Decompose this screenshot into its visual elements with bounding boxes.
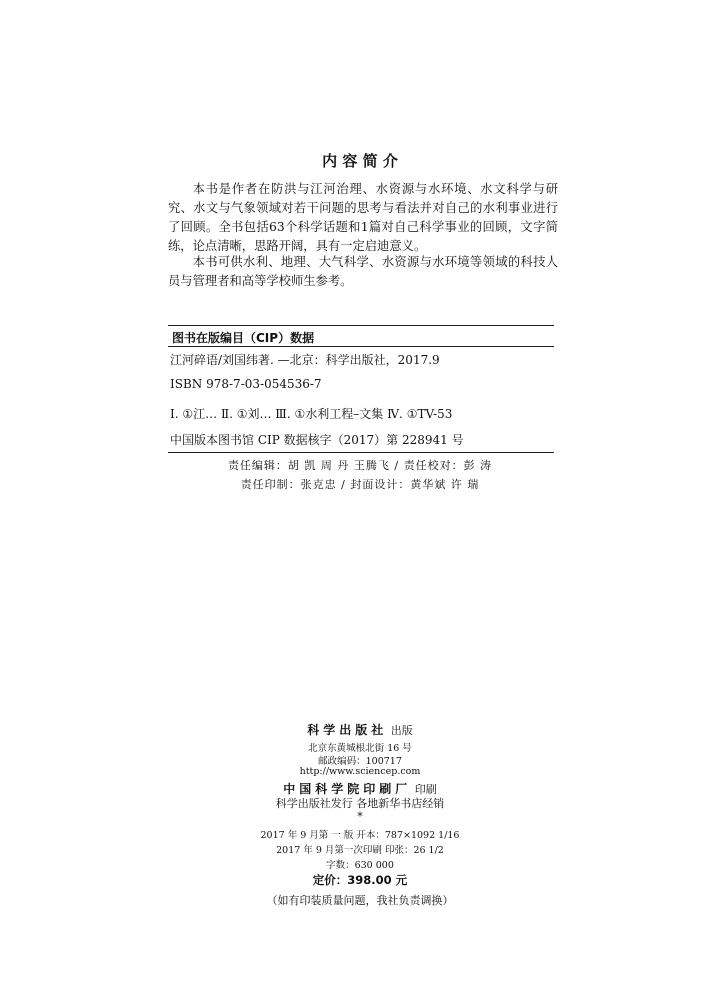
cip-line-catalog-number: 中国版本图书馆 CIP 数据核字（2017）第 228941 号 — [170, 433, 464, 447]
intro-title: 内 容 简 介 — [322, 152, 398, 170]
printer-suffix: 印刷 — [411, 783, 437, 796]
intro-paragraph-1 — [168, 180, 558, 256]
credits-line-1: 责任编辑：胡 凯 周 丹 王腾飞 / 责任校对：彭 涛 — [227, 459, 493, 472]
publisher-address: 北京东黄城根北街 16 号 — [308, 743, 412, 754]
publisher-url: http://www.sciencep.com — [299, 766, 421, 777]
publisher-name: 科学出版社 — [307, 723, 388, 737]
cip-title: 图书在版编目（CIP）数据 — [172, 331, 315, 345]
intro-paragraph-1-text: 本书是作者在防洪与江河治理、水资源与水环境、水文科学与研究、水文与气象领域对若干问题的思考与看法并对自己的水利事业进行了回顾。全书包括63个科学话题和1篇对自己科学事业的回顾，文字简练，论点清晰，思路开阔，具有一定启迪意义。 — [168, 182, 558, 253]
intro-paragraph-2-text: 本书可供水利、地理、大气科学、水资源与水环境等领域的科技人员与管理者和高等学校师生参考。 — [168, 255, 558, 288]
cip-line-classification: Ⅰ. ①江… Ⅱ. ①刘… Ⅲ. ①水利工程–文集 Ⅳ. ①TV-53 — [170, 407, 453, 421]
printer-name: 中国科学院印刷厂 — [283, 782, 412, 796]
cip-top-rule — [168, 325, 554, 326]
cip-bottom-rule — [168, 452, 554, 453]
wordcount-line: 字数：630 000 — [326, 860, 394, 871]
cip-title-rule — [168, 346, 554, 347]
credits-line-2: 责任印制：张克忠 / 封面设计：黄华斌 许 瑞 — [240, 478, 480, 491]
cip-line-isbn: ISBN 978-7-03-054536-7 — [170, 377, 322, 391]
notice-line: （如有印装质量问题，我社负责调换） — [266, 894, 454, 907]
price-line: 定价：398.00 元 — [312, 873, 408, 887]
publisher-postcode: 邮政编码：100717 — [318, 756, 402, 767]
distribution-line: 科学出版社发行 各地新华书店经销 — [275, 797, 445, 810]
intro-paragraph-2 — [168, 253, 558, 291]
publisher-suffix: 出版 — [387, 724, 413, 737]
star-separator: * — [357, 810, 363, 823]
cip-line-1: 江河碎语/刘国纬著. —北京：科学出版社，2017.9 — [170, 353, 440, 367]
edition-line: 2017 年 9 月第 一 版 开本：787×1092 1/16 — [260, 830, 460, 841]
publisher-line — [0, 719, 720, 738]
printing-line: 2017 年 9 月第一次印刷 印张：26 1/2 — [276, 845, 444, 856]
